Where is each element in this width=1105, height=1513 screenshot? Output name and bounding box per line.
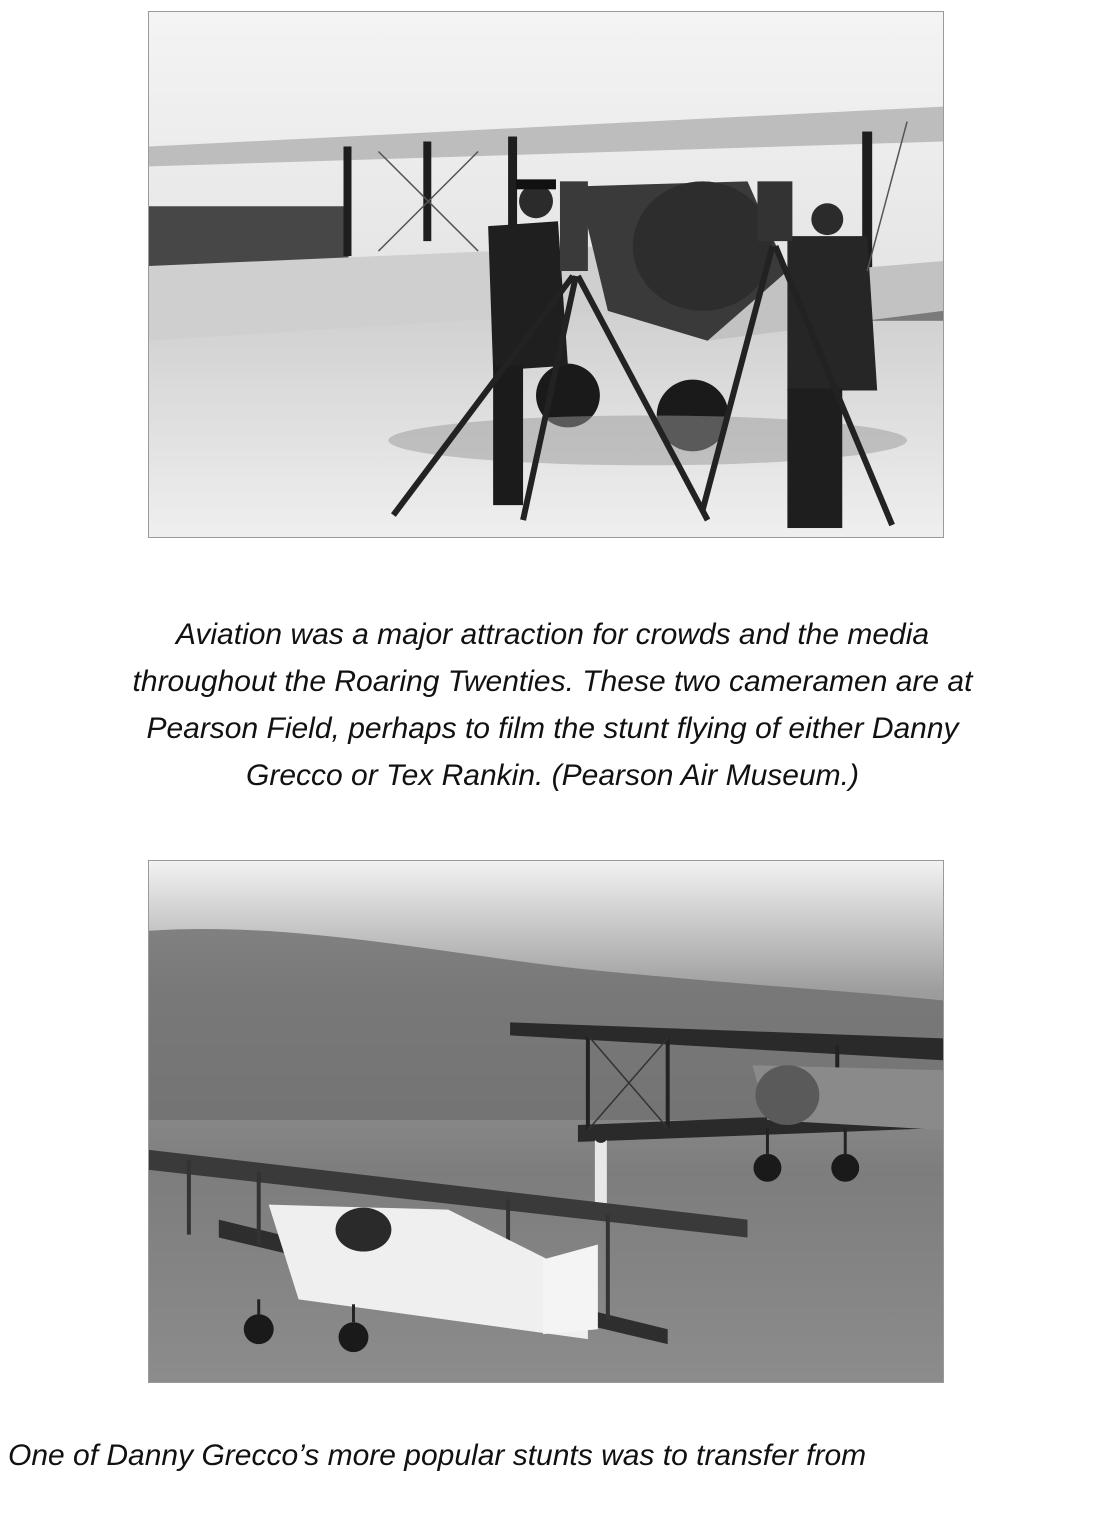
caption-1-line-3: Pearson Field, perhaps to film the stunt flying of either Danny xyxy=(146,712,959,745)
photo-biplanes-image xyxy=(149,861,943,1382)
caption-1-line-1: Aviation was a major attraction for crowds and the media xyxy=(175,618,930,651)
caption-1-line-2: throughout the Roaring Twenties. These two cameramen are at xyxy=(132,665,973,698)
photo-cameramen-pearson-field xyxy=(148,11,944,538)
photo-cameramen-image xyxy=(149,12,943,537)
caption-1-line-4: Grecco or Tex Rankin. (Pearson Air Museum.) xyxy=(246,759,859,792)
photo-caption-1 xyxy=(0,611,1105,799)
photo-caption-2: One of Danny Grecco’s more popular stunts was to transfer from xyxy=(8,1439,867,1472)
photo-biplane-transfer-stunt xyxy=(148,860,944,1383)
